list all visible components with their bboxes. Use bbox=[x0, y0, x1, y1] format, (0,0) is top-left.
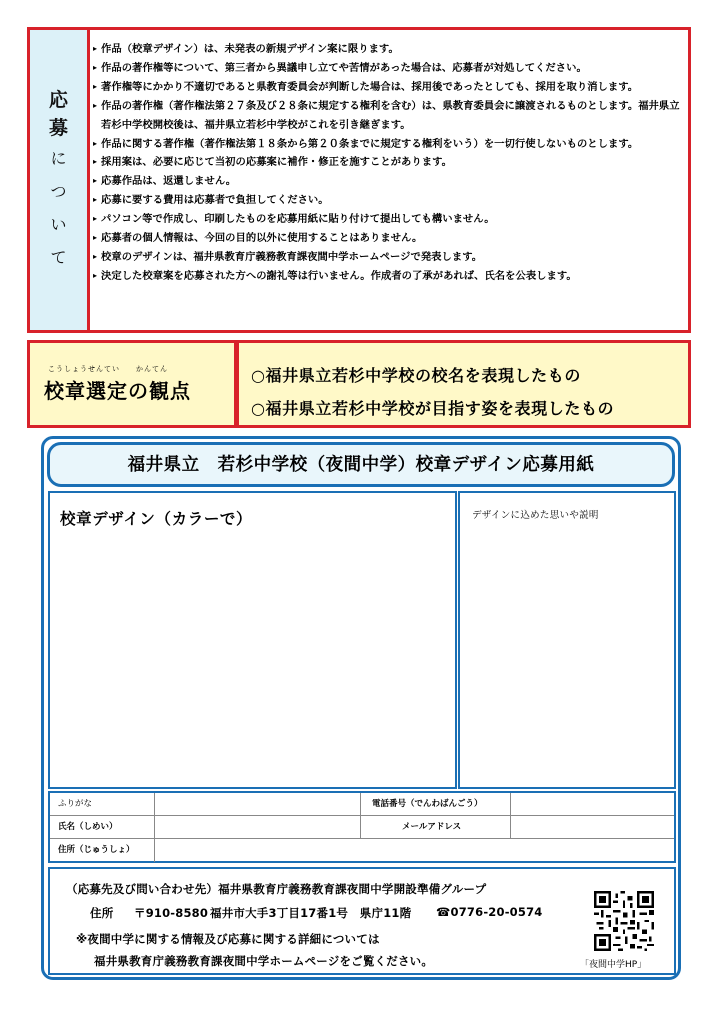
design-description-area[interactable] bbox=[458, 491, 676, 789]
rule-item: ▸ 著作権等にかかり不適切であると県教育委員会が判断した場合は、採用後であったとしても、採用を取り消します。 bbox=[94, 78, 686, 97]
viewpoint-title: 校章選定の観点 bbox=[44, 379, 191, 403]
design-label: 校章デザイン（カラーで） bbox=[60, 510, 253, 528]
form-title: 福井県立 若杉中学校（夜間中学）校章デザイン応募用紙 bbox=[47, 442, 675, 487]
application-form bbox=[41, 436, 681, 980]
qr-caption: 「夜間中学HP」 bbox=[580, 960, 647, 970]
rule-item: ▸ 作品の著作権（著作権法第２７条及び２８条に規定する権利を含む）は、県教育委員会に譲渡されるものとします。福井県立若杉中学校開校後は、福井県立若杉中学校がこれを引き継ぎます。 bbox=[94, 97, 686, 135]
rule-item: ▸ 作品（校章デザイン）は、未発表の新規デザイン案に限ります。 bbox=[94, 40, 686, 59]
name-field[interactable] bbox=[155, 816, 360, 839]
email-field[interactable] bbox=[511, 816, 671, 839]
column-divider bbox=[360, 793, 361, 816]
name-label: 氏名（しめい） bbox=[58, 822, 118, 832]
table-row bbox=[50, 839, 674, 862]
contact-postal: 〒910-8580 bbox=[134, 906, 209, 920]
rule-item: ▸ 応募に要する費用は応募者で負担してください。 bbox=[94, 191, 686, 210]
contact-address-label: 住所 bbox=[90, 906, 114, 920]
rules-title-char: 募 bbox=[48, 117, 68, 139]
table-row bbox=[50, 816, 674, 839]
table-row bbox=[50, 793, 674, 816]
contact-address: 福井市大手3丁目17番1号 県庁11階 bbox=[210, 906, 412, 920]
viewpoint-title-box bbox=[27, 340, 237, 428]
rules-title-char: 応 bbox=[48, 89, 68, 111]
phone-label: 電話番号（でんわばんごう） bbox=[372, 799, 483, 809]
rule-item: ▸ パソコン等で作成し、印刷したものを応募用紙に貼り付けて提出しても構いません。 bbox=[94, 210, 686, 229]
contact-phone: ☎0776-20-0574 bbox=[436, 905, 543, 919]
rule-item: ▸ 採用案は、必要に応じて当初の応募案に補作・修正を施すことがあります。 bbox=[94, 153, 686, 172]
rule-item: ▸ 応募作品は、返還しません。 bbox=[94, 172, 686, 191]
rule-item: ▸ 作品の著作権等について、第三者から異議申し立てや苦情があった場合は、応募者が対処してください。 bbox=[94, 59, 686, 78]
rules-title-char: つ bbox=[50, 182, 67, 201]
viewpoint-points-box bbox=[236, 340, 691, 428]
qr-code-icon[interactable] bbox=[594, 891, 654, 951]
contact-heading: （応募先及び問い合わせ先）福井県教育庁義務教育課夜間中学開設準備グループ bbox=[66, 882, 487, 896]
rules-list bbox=[94, 40, 686, 286]
rules-title-char: に bbox=[50, 149, 67, 168]
phone-field[interactable] bbox=[511, 793, 671, 816]
address-field[interactable] bbox=[155, 839, 671, 862]
contact-note-line2: 福井県教育庁義務教育課夜間中学ホームページをご覧ください。 bbox=[94, 954, 434, 968]
viewpoint-item: ○福井県立若杉中学校が目指す姿を表現したもの bbox=[251, 399, 615, 418]
furigana-label: ふりがな bbox=[58, 799, 93, 809]
rule-item: ▸ 校章のデザインは、福井県教育庁義務教育課夜間中学ホームページで発表します。 bbox=[94, 248, 686, 267]
viewpoint-title-ruby: こうしょうせんてい かんてん bbox=[48, 365, 168, 373]
application-rules-section bbox=[27, 27, 691, 333]
viewpoint-item: ○福井県立若杉中学校の校名を表現したもの bbox=[251, 366, 581, 385]
rule-item: ▸ 作品に関する著作権（著作権法第１８条から第２０条までに規定する権利をいう）を一切行使しないものとします。 bbox=[94, 135, 686, 154]
furigana-field[interactable] bbox=[155, 793, 360, 816]
applicant-info-table bbox=[48, 791, 676, 863]
column-divider bbox=[360, 816, 361, 839]
rules-title-char: て bbox=[50, 248, 67, 267]
design-drawing-area[interactable] bbox=[48, 491, 457, 789]
contact-note-line1: ※夜間中学に関する情報及び応募に関する詳細については bbox=[76, 932, 380, 946]
rule-item: ▸ 応募者の個人情報は、今回の目的以外に使用することはありません。 bbox=[94, 229, 686, 248]
contact-info-box bbox=[48, 867, 676, 975]
address-label: 住所（じゅうしょ） bbox=[58, 845, 135, 855]
description-label: デザインに込めた思いや説明 bbox=[472, 510, 599, 521]
rule-item: ▸ 決定した校章案を応募された方への謝礼等は行いません。作成者の了承があれば、氏名を公表します。 bbox=[94, 267, 686, 286]
rules-title-char: い bbox=[50, 215, 67, 234]
rules-side-title bbox=[30, 30, 90, 330]
email-label: メールアドレス bbox=[402, 822, 462, 832]
